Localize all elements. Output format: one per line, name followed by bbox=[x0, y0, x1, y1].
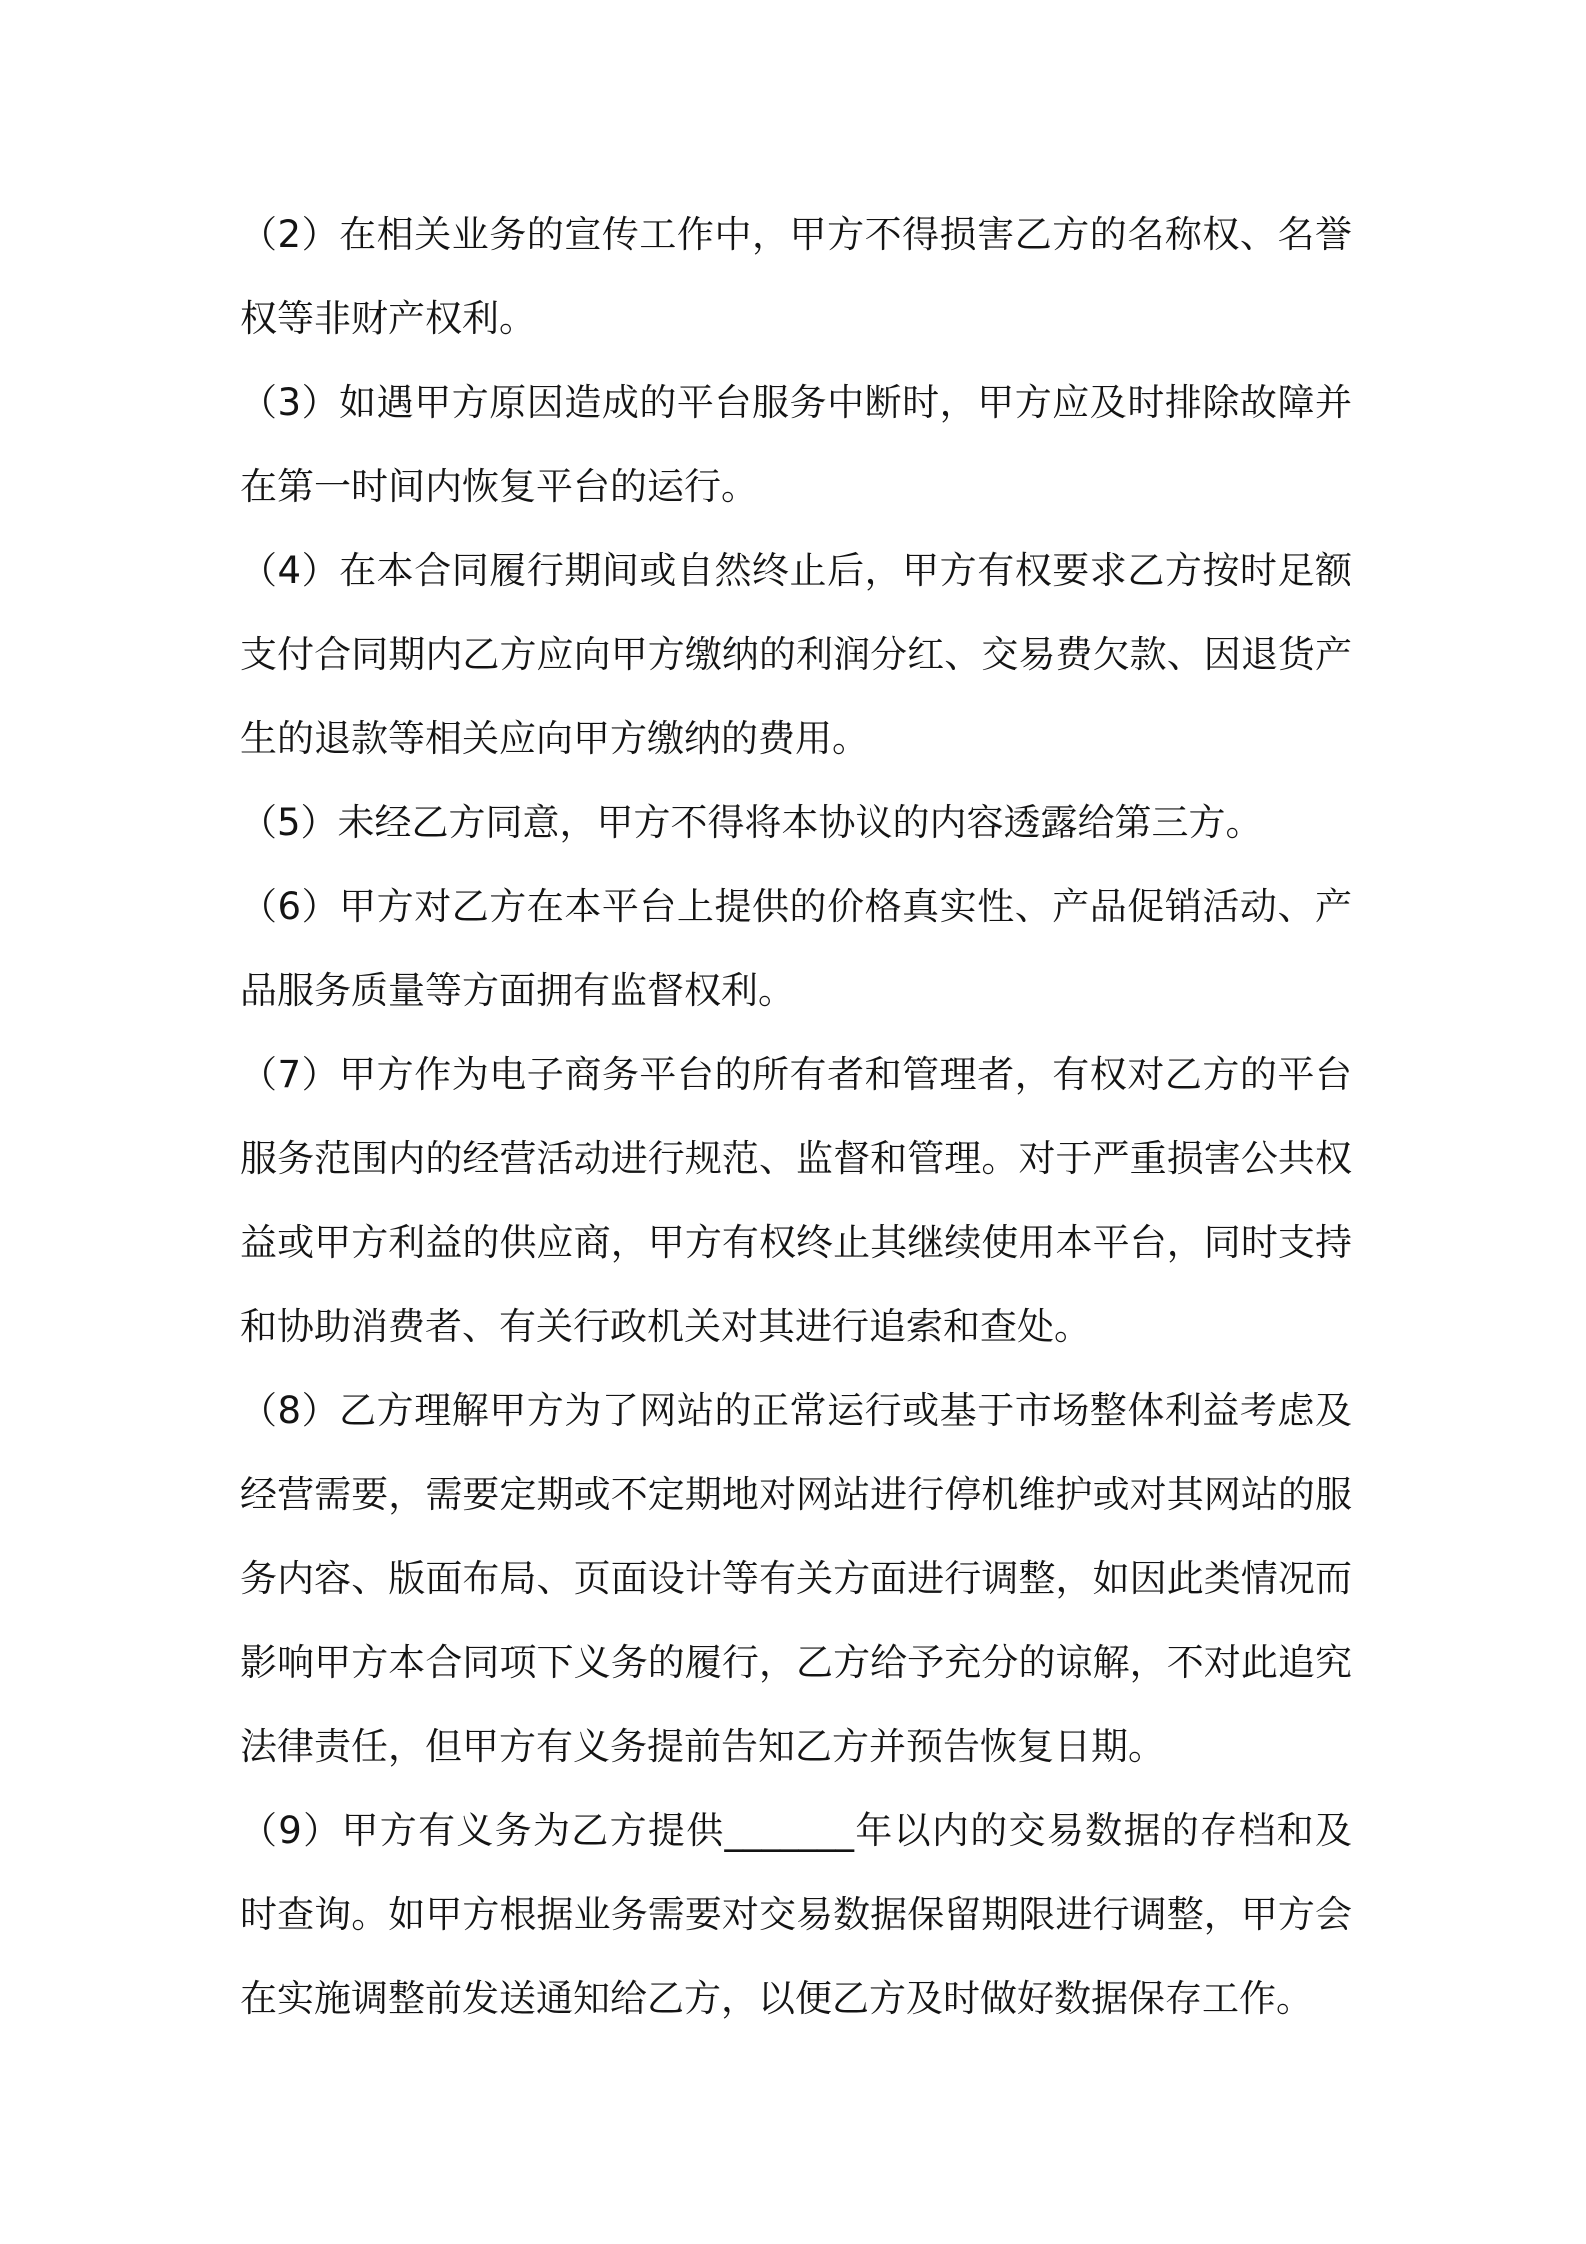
paragraph-7: （7）甲方作为电子商务平台的所有者和管理者，有权对乙方的平台服务范围内的经营活动进行规范、监督和管理。对于严重损害公共权益或甲方利益的供应商，甲方有权终止其继续使用本平台，同时支持和协助消费者、有关行政机关对其进行追索和查处。 bbox=[240, 1053, 1352, 1348]
paragraph-8: （8）乙方理解甲方为了网站的正常运行或基于市场整体利益考虑及经营需要，需要定期或不定期地对网站进行停机维护或对其网站的服务内容、版面布局、页面设计等有关方面进行调整，如因此类情况而影响甲方本合同项下义务的履行，乙方给予充分的谅解，不对此追究法律责任，但甲方有义务提前告知乙方并预告恢复日期。 bbox=[240, 1389, 1352, 1768]
paragraph-6: （6）甲方对乙方在本平台上提供的价格真实性、产品促销活动、产品服务质量等方面拥有监督权利。 bbox=[240, 885, 1352, 1012]
paragraph-5: （5）未经乙方同意，甲方不得将本协议的内容透露给第三方。 bbox=[240, 801, 1263, 844]
paragraph-3: （3）如遇甲方原因造成的平台服务中断时，甲方应及时排除故障并在第一时间内恢复平台的运行。 bbox=[240, 381, 1352, 508]
paragraph-4: （4）在本合同履行期间或自然终止后，甲方有权要求乙方按时足额支付合同期内乙方应向甲方缴纳的利润分红、交易费欠款、因退货产生的退款等相关应向甲方缴纳的费用。 bbox=[240, 549, 1352, 760]
paragraph-9: （9）甲方有义务为乙方提供_______年以内的交易数据的存档和及时查询。如甲方根据业务需要对交易数据保留期限进行调整，甲方会在实施调整前发送通知给乙方，以便乙方及时做好数据保存工作。 bbox=[240, 1809, 1352, 2020]
paragraph-2: （2）在相关业务的宣传工作中，甲方不得损害乙方的名称权、名誉权等非财产权利。 bbox=[240, 213, 1352, 340]
document-body bbox=[240, 193, 1352, 2041]
